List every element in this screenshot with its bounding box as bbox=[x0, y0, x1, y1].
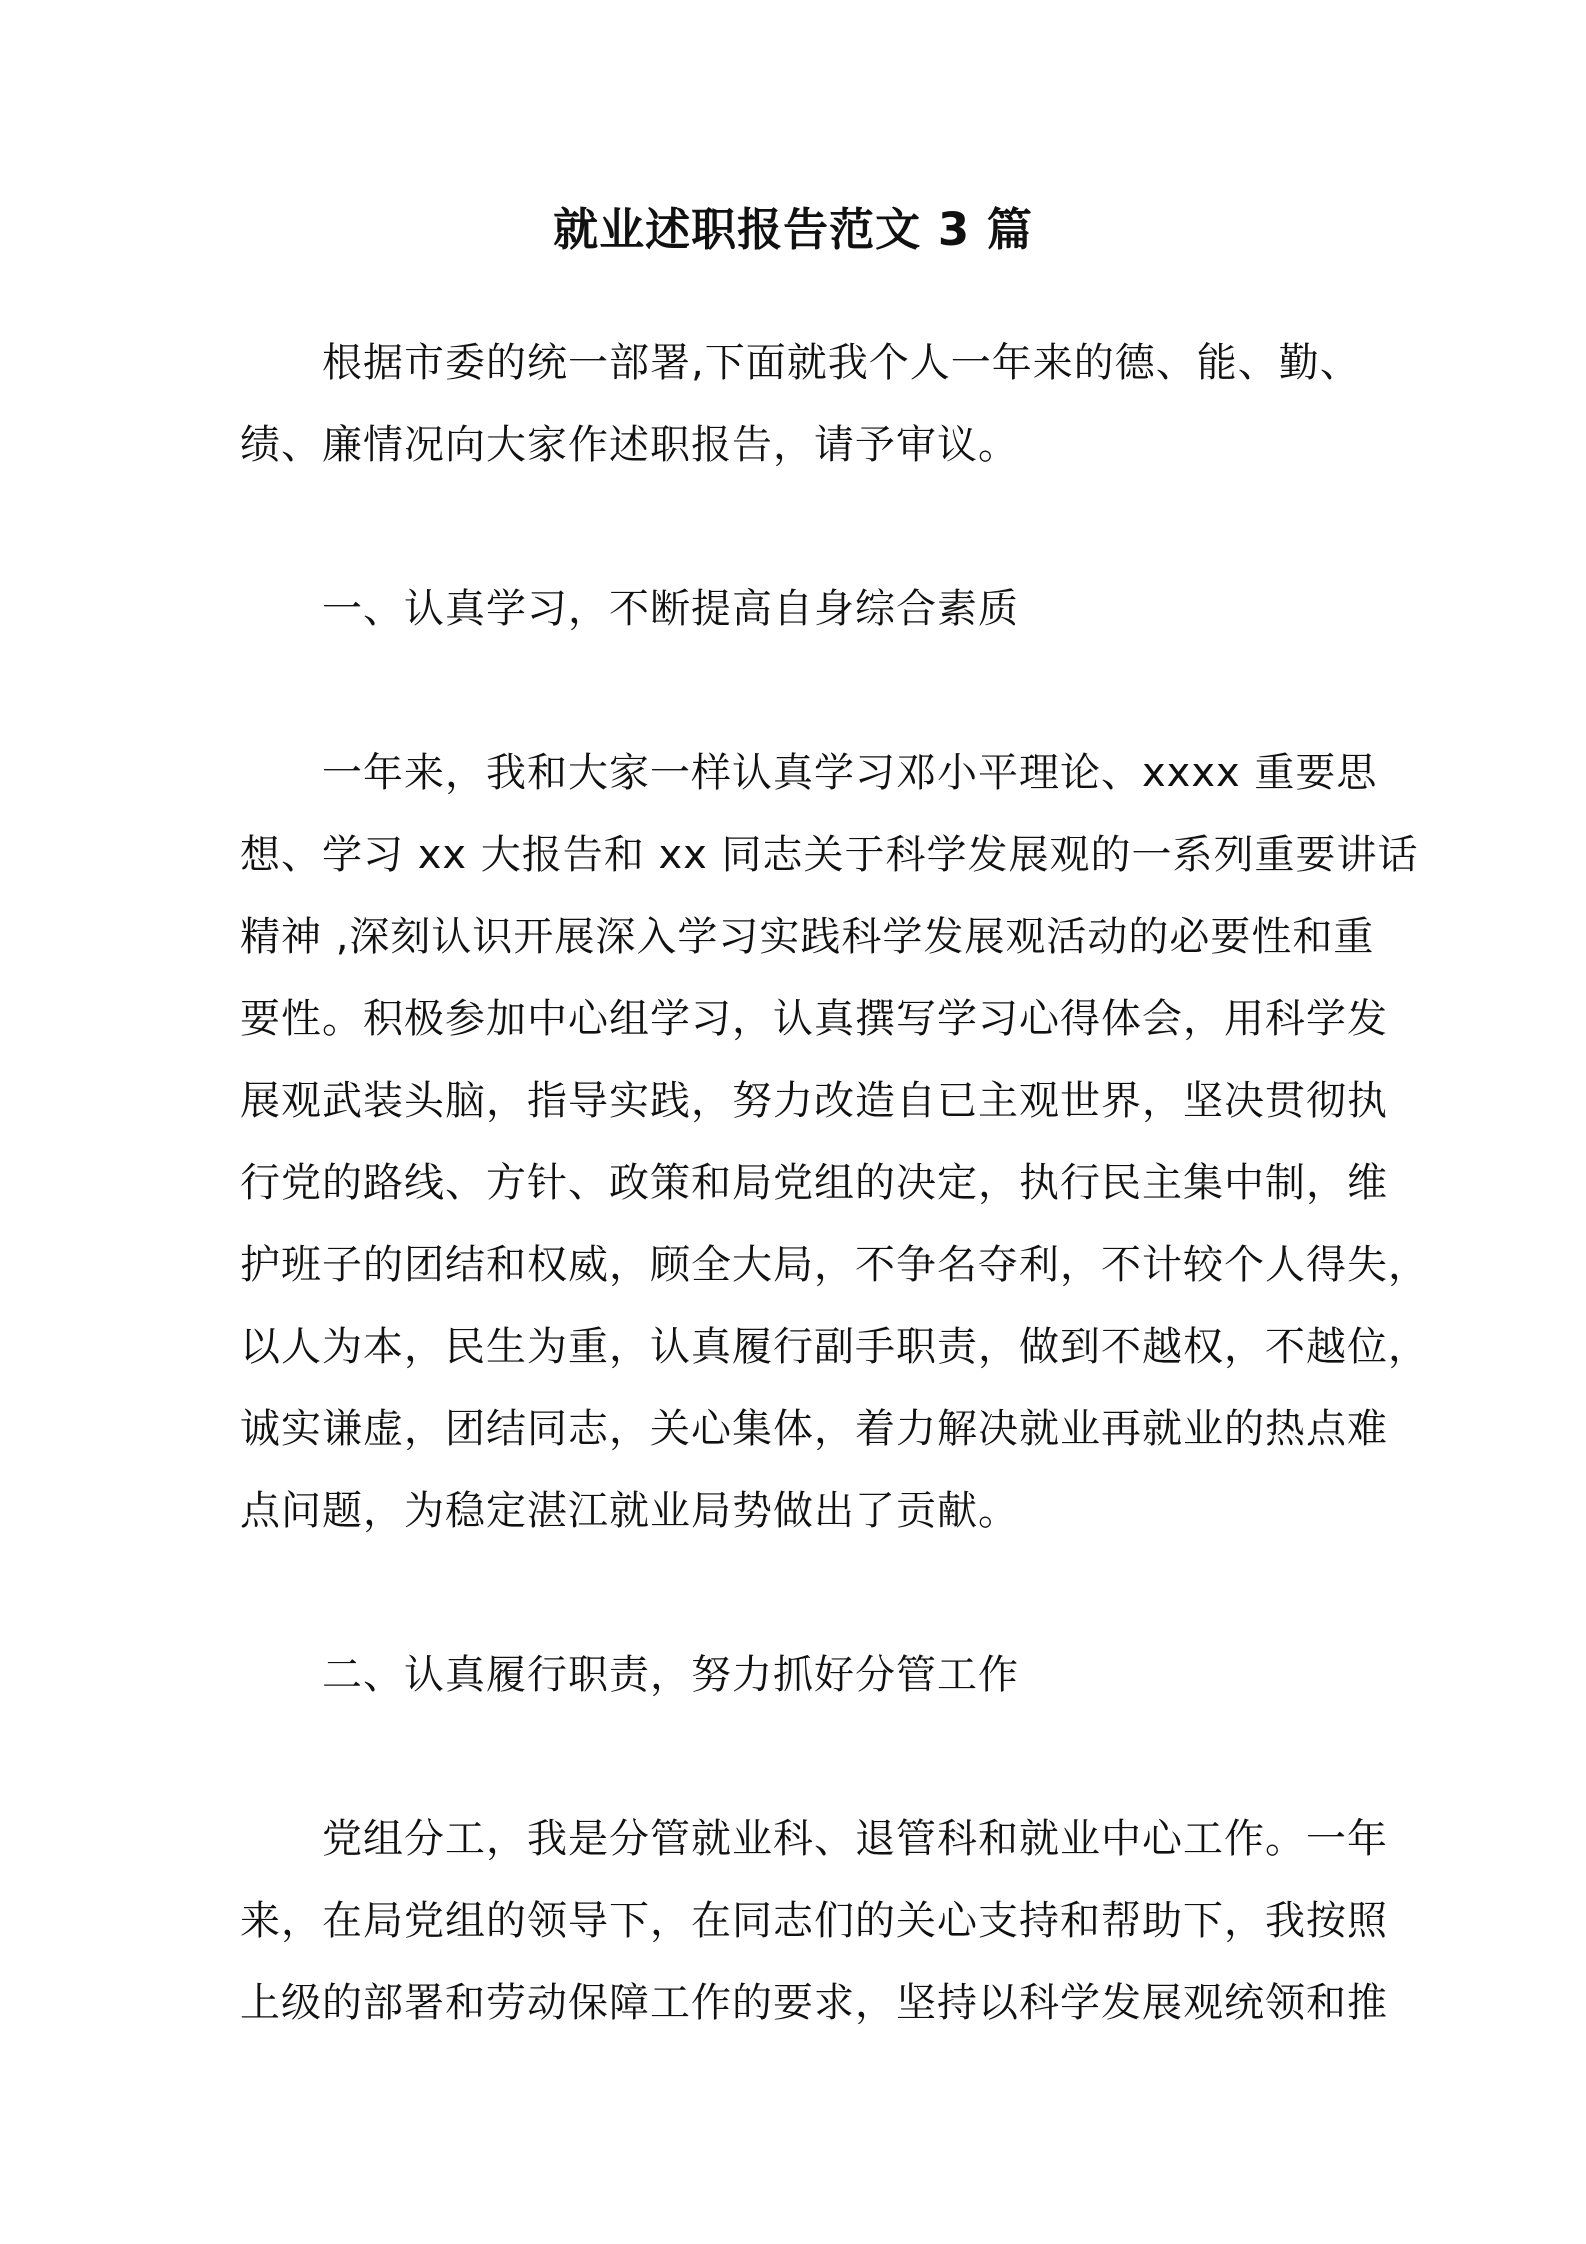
section-1-line: 诚实谦虚，团结同志，关心集体，着力解决就业再就业的热点难 bbox=[240, 1406, 1388, 1452]
paragraph-gap bbox=[240, 1552, 1388, 1634]
section-2-line: 上级的部署和劳动保障工作的要求，坚持以科学发展观统领和推 bbox=[240, 1980, 1388, 2026]
paragraph-gap bbox=[240, 486, 1388, 568]
section-1-line: 想、学习 xx 大报告和 xx 同志关于科学发展观的一系列重要讲话 bbox=[240, 832, 1419, 878]
section-1-line: 点问题，为稳定湛江就业局势做出了贡献。 bbox=[240, 1488, 1019, 1534]
section-1-line: 要性。积极参加中心组学习，认真撰写学习心得体会，用科学发 bbox=[240, 996, 1388, 1042]
paragraph-gap bbox=[240, 650, 1388, 732]
section-1-line: 一年来，我和大家一样认真学习邓小平理论、xxxx 重要思 bbox=[322, 750, 1378, 796]
section-2-line: 党组分工，我是分管就业科、退管科和就业中心工作。一年 bbox=[322, 1816, 1388, 1862]
section-2-heading: 二、认真履行职责，努力抓好分管工作 bbox=[322, 1652, 1019, 1698]
intro-line: 根据市委的统一部署,下面就我个人一年来的德、能、勤、 bbox=[322, 340, 1361, 386]
section-1-line: 护班子的团结和权威，顾全大局，不争名夺利，不计较个人得失， bbox=[240, 1242, 1429, 1288]
section-1-line: 展观武装头脑，指导实践，努力改造自已主观世界，坚决贯彻执 bbox=[240, 1078, 1388, 1124]
intro-line: 绩、廉情况向大家作述职报告，请予审议。 bbox=[240, 422, 1019, 468]
section-1-line: 行党的路线、方针、政策和局党组的决定，执行民主集中制，维 bbox=[240, 1160, 1388, 1206]
section-2-line: 来，在局党组的领导下，在同志们的关心支持和帮助下，我按照 bbox=[240, 1898, 1388, 1944]
section-1-line: 精神 ,深刻认识开展深入学习实践科学发展观活动的必要性和重 bbox=[240, 914, 1375, 960]
section-1-line: 以人为本，民生为重，认真履行副手职责，做到不越权，不越位， bbox=[240, 1324, 1429, 1370]
paragraph-gap bbox=[240, 1716, 1388, 1798]
document-title: 就业述职报告范文 3 篇 bbox=[553, 203, 1033, 256]
document-body bbox=[240, 322, 1429, 2044]
section-1-heading: 一、认真学习，不断提高自身综合素质 bbox=[322, 586, 1019, 632]
